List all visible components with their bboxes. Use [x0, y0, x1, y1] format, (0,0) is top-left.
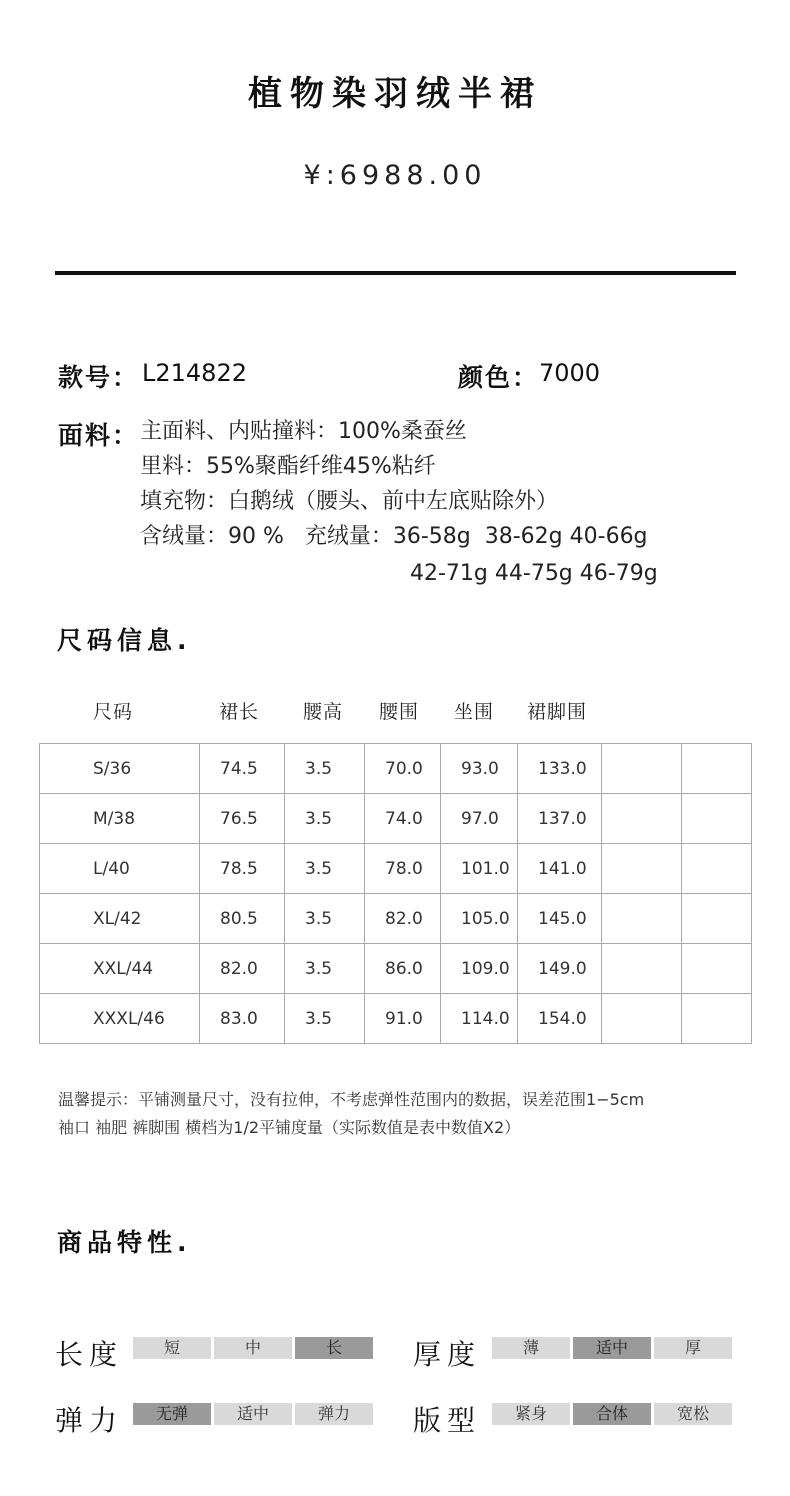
- table-cell: 93.0: [441, 744, 518, 794]
- table-row: [40, 994, 752, 1044]
- table-cell: 3.5: [285, 844, 365, 894]
- feature-option: 弹力: [295, 1403, 373, 1425]
- table-cell: M/38: [40, 794, 200, 844]
- style-number-label: 款号：: [58, 363, 140, 392]
- empty-cell: [682, 944, 752, 994]
- table-cell: 97.0: [441, 794, 518, 844]
- empty-cell: [682, 894, 752, 944]
- table-row: [40, 794, 752, 844]
- fabric-line-main: 主面料、内贴撞料：100%桑蚕丝: [140, 419, 467, 444]
- table-cell: 76.5: [200, 794, 285, 844]
- size-header: 裙长: [219, 701, 260, 723]
- table-row: [40, 744, 752, 794]
- table-cell: 3.5: [285, 994, 365, 1044]
- empty-cell: [602, 944, 682, 994]
- feature-option: 宽松: [654, 1403, 732, 1425]
- feature-option: 薄: [492, 1337, 570, 1359]
- table-cell: 149.0: [518, 944, 602, 994]
- fabric-label: 面料：: [58, 421, 140, 450]
- color-value: 7000: [539, 359, 601, 387]
- features-title: 商品特性.: [57, 1228, 192, 1257]
- table-cell: 78.0: [365, 844, 441, 894]
- table-cell: L/40: [40, 844, 200, 894]
- color-label: 颜色：: [458, 363, 540, 392]
- style-number-value: L214822: [142, 359, 247, 387]
- fabric-line-down-cont: 42-71g 44-75g 46-79g: [410, 561, 658, 586]
- feature-option: 适中: [214, 1403, 292, 1425]
- table-cell: S/36: [40, 744, 200, 794]
- feature-option: 紧身: [492, 1403, 570, 1425]
- table-cell: 3.5: [285, 944, 365, 994]
- table-cell: 133.0: [518, 744, 602, 794]
- table-cell: XL/42: [40, 894, 200, 944]
- feature-label: 弹力: [55, 1404, 124, 1437]
- divider: [55, 271, 736, 275]
- table-cell: 109.0: [441, 944, 518, 994]
- empty-cell: [602, 894, 682, 944]
- table-cell: 70.0: [365, 744, 441, 794]
- table-row: [40, 894, 752, 944]
- feature-label: 版型: [413, 1404, 482, 1437]
- feature-option: 短: [133, 1337, 211, 1359]
- tip-line: 袖口 袖肥 裤脚围 横档为1/2平铺度量（实际数值是表中数值X2）: [58, 1118, 521, 1137]
- table-cell: 82.0: [365, 894, 441, 944]
- empty-cell: [682, 994, 752, 1044]
- fabric-line-down: 含绒量：90 % 充绒量：36-58g 38-62g 40-66g: [140, 524, 648, 549]
- feature-label: 厚度: [413, 1338, 482, 1371]
- table-cell: XXXL/46: [40, 994, 200, 1044]
- table-cell: 101.0: [441, 844, 518, 894]
- size-header: 腰高: [303, 701, 344, 723]
- feature-option: 合体: [573, 1403, 651, 1425]
- empty-cell: [602, 844, 682, 894]
- fabric-line-filling: 填充物：白鹅绒（腰头、前中左底贴除外）: [140, 489, 559, 514]
- table-row: [40, 944, 752, 994]
- product-title: 植物染羽绒半裙: [248, 74, 542, 114]
- tip-line: 温馨提示：平铺测量尺寸，没有拉伸，不考虑弹性范围内的数据，误差范围1−5cm: [58, 1090, 645, 1109]
- empty-cell: [682, 844, 752, 894]
- table-cell: 91.0: [365, 994, 441, 1044]
- feature-option: 厚: [654, 1337, 732, 1359]
- size-section-title: 尺码信息.: [57, 626, 192, 655]
- table-cell: 74.0: [365, 794, 441, 844]
- table-cell: 105.0: [441, 894, 518, 944]
- empty-cell: [602, 794, 682, 844]
- table-cell: XXL/44: [40, 944, 200, 994]
- table-cell: 74.5: [200, 744, 285, 794]
- product-price: ¥:6988.00: [303, 160, 487, 191]
- size-table: [39, 743, 752, 1044]
- empty-cell: [602, 744, 682, 794]
- table-cell: 3.5: [285, 794, 365, 844]
- feature-option: 适中: [573, 1337, 651, 1359]
- table-cell: 141.0: [518, 844, 602, 894]
- empty-cell: [682, 744, 752, 794]
- table-cell: 3.5: [285, 894, 365, 944]
- table-cell: 137.0: [518, 794, 602, 844]
- table-cell: 145.0: [518, 894, 602, 944]
- table-cell: 86.0: [365, 944, 441, 994]
- table-cell: 3.5: [285, 744, 365, 794]
- table-cell: 83.0: [200, 994, 285, 1044]
- size-header: 尺码: [93, 701, 134, 723]
- feature-option: 无弹: [133, 1403, 211, 1425]
- table-cell: 114.0: [441, 994, 518, 1044]
- feature-option: 长: [295, 1337, 373, 1359]
- feature-option: 中: [214, 1337, 292, 1359]
- size-header: 腰围: [379, 701, 420, 723]
- empty-cell: [602, 994, 682, 1044]
- fabric-line-lining: 里料：55%聚酯纤维45%粘纤: [140, 454, 436, 479]
- table-cell: 80.5: [200, 894, 285, 944]
- table-row: [40, 844, 752, 894]
- feature-label: 长度: [55, 1338, 124, 1371]
- size-header: 裙脚围: [527, 701, 588, 723]
- table-cell: 82.0: [200, 944, 285, 994]
- empty-cell: [682, 794, 752, 844]
- table-cell: 78.5: [200, 844, 285, 894]
- size-header: 坐围: [454, 701, 495, 723]
- table-cell: 154.0: [518, 994, 602, 1044]
